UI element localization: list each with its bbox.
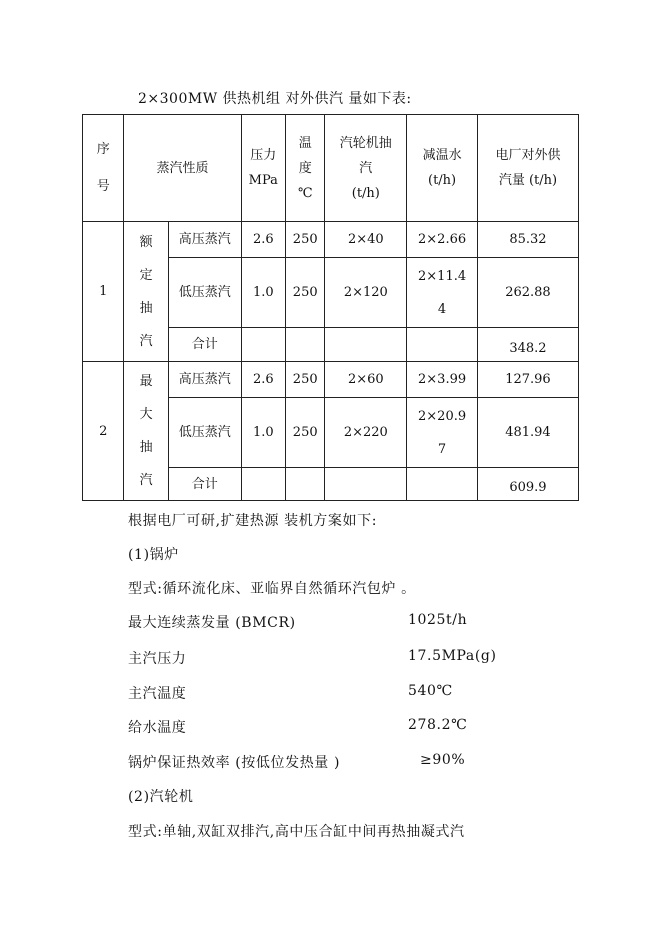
desuperheating-cell: 2×3.99: [407, 362, 478, 398]
table-row: [83, 362, 579, 398]
spec-value: 17.5MPa(g): [408, 648, 497, 664]
pressure-cell: 2.6: [241, 222, 285, 258]
spec-label: 锅炉保证热效率 (按低位发热量 ): [128, 755, 341, 771]
pressure-cell: 2.6: [241, 362, 285, 398]
boiler-heading: (1)锅炉: [128, 547, 179, 563]
pressure-cell: 1.0: [241, 258, 285, 328]
output-cell: 127.96: [477, 362, 578, 398]
group-label: 额 定 抽 汽: [124, 222, 168, 362]
header-desuperheating-water: 减温水 (t/h): [407, 115, 478, 222]
turbine-cell: 2×120: [325, 258, 407, 328]
header-temperature: 温 度 ℃: [286, 115, 325, 222]
header-plant-output: 电厂对外供 汽量 (t/h): [477, 115, 578, 222]
desuperheating-cell: 2×2.66: [407, 222, 478, 258]
table-row: [83, 222, 579, 258]
temperature-cell: 250: [286, 258, 325, 328]
output-cell: 348.2: [477, 328, 578, 362]
header-turbine-extraction: 汽轮机抽 汽 (t/h): [325, 115, 407, 222]
table-caption: 2×300MW 供热机组 对外供汽 量如下表:: [138, 91, 412, 107]
spec-value: ≥90%: [420, 752, 466, 768]
intro-paragraph: 根据电厂可研,扩建热源 装机方案如下:: [128, 513, 378, 529]
header-steam-type: 蒸汽性质: [124, 115, 241, 222]
turbine-cell: 2×60: [325, 362, 407, 398]
table-header-row: [83, 115, 579, 222]
desuperheating-cell: 2×11.4 4: [407, 258, 478, 328]
turbine-cell: 2×40: [325, 222, 407, 258]
spec-label: 最大连续蒸发量 (BMCR): [128, 615, 296, 631]
steam-name: 高压蒸汽: [168, 222, 241, 258]
pressure-cell: 1.0: [241, 398, 285, 468]
desuperheating-cell: 2×20.9 7: [407, 398, 478, 468]
output-cell: 85.32: [477, 222, 578, 258]
boiler-type: 型式:循环流化床、亚临界自然循环汽包炉 。: [128, 581, 416, 597]
steam-name: 低压蒸汽: [168, 398, 241, 468]
total-label: 合计: [168, 328, 241, 362]
spec-value: 278.2℃: [408, 717, 468, 733]
turbine-cell: 2×220: [325, 398, 407, 468]
output-cell: 481.94: [477, 398, 578, 468]
group-label: 最 大 抽 汽: [124, 362, 168, 501]
steam-name: 高压蒸汽: [168, 362, 241, 398]
header-pressure: 压力 MPa: [241, 115, 285, 222]
temperature-cell: 250: [286, 362, 325, 398]
group-number: 1: [83, 222, 124, 362]
spec-label: 主汽压力: [128, 651, 187, 667]
spec-value: 1025t/h: [408, 612, 468, 628]
output-cell: 262.88: [477, 258, 578, 328]
temperature-cell: 250: [286, 222, 325, 258]
header-seq: 序 号: [83, 115, 124, 222]
temperature-cell: 250: [286, 398, 325, 468]
group-number: 2: [83, 362, 124, 501]
turbine-heading: (2)汽轮机: [128, 789, 194, 805]
steam-name: 低压蒸汽: [168, 258, 241, 328]
spec-value: 540℃: [408, 683, 453, 699]
turbine-type: 型式:单轴,双缸双排汽,高中压合缸中间再热抽凝式汽: [128, 824, 465, 840]
spec-label: 给水温度: [128, 720, 187, 736]
steam-supply-table: [82, 114, 579, 501]
spec-label: 主汽温度: [128, 686, 187, 702]
total-label: 合计: [168, 468, 241, 501]
output-cell: 609.9: [477, 468, 578, 501]
